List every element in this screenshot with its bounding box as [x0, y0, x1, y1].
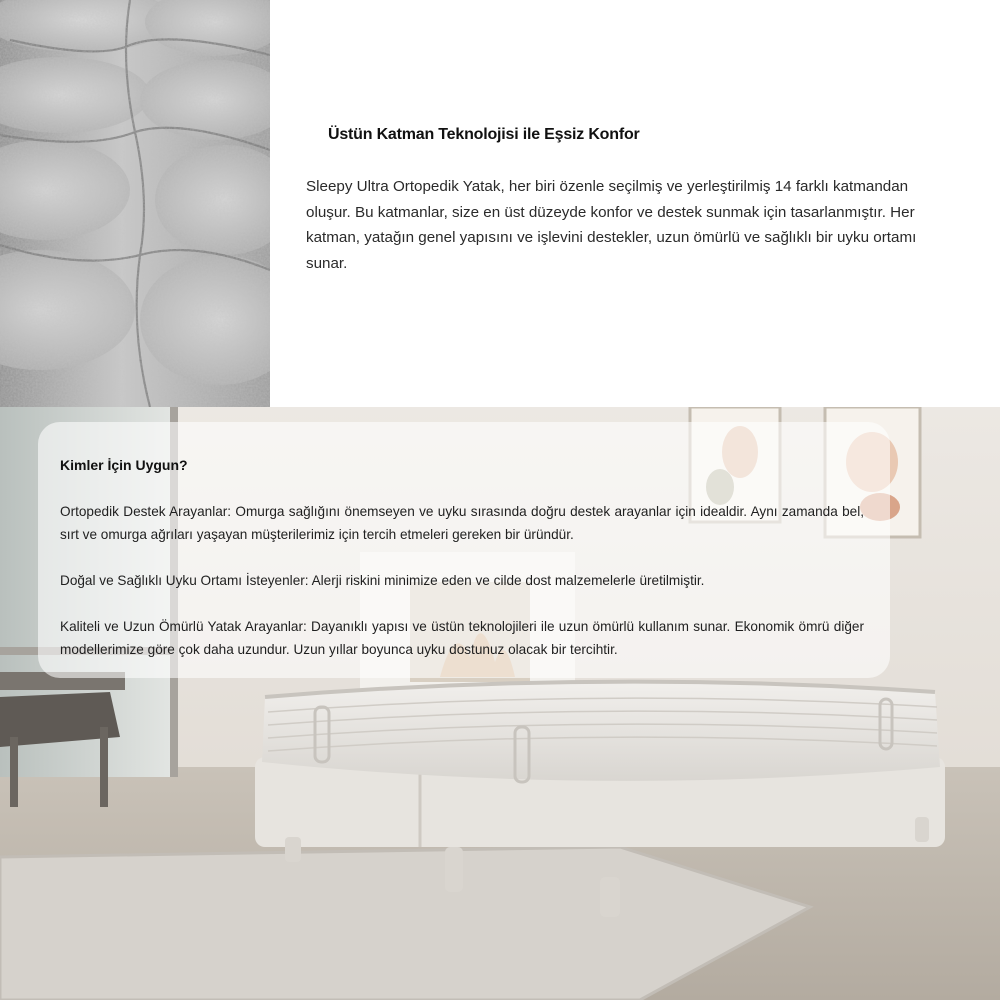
- suitability-title: Kimler İçin Uygun?: [60, 457, 188, 473]
- mattress-fabric-closeup-image: [0, 0, 270, 407]
- suitability-paragraph-healthy-sleep: Doğal ve Sağlıklı Uyku Ortamı İsteyenler: Alerji riskini minimize eden ve cilde dost malzemelerle üretilmiştir.: [60, 573, 705, 588]
- intro-body: Sleepy Ultra Ortopedik Yatak, her biri özenle seçilmiş ve yerleştirilmiş 14 farklı katmandan oluşur. Bu katmanlar, size en üst düzeyde konfor ve destek sunmak için tasarlanmıştır. Her katman, yatağın genel yapısını ve işlevini destekler, uzun ömürlü ve sağlıklı bir uyku ortamı sunar.: [306, 178, 917, 272]
- suitability-panel: [38, 422, 890, 678]
- intro-heading: Üstün Katman Teknolojisi ile Eşsiz Konfor: [328, 126, 640, 143]
- suitability-paragraph-orthopedic: Ortopedik Destek Arayanlar: Omurga sağlığını önemseyen ve uyku sırasında doğru destek arayanlar için idealdir. Aynı zamanda bel, sırt ve omurga ağrıları yaşayan müşterilerimiz için tercih etmeleri gereken bir üründür.: [60, 504, 864, 542]
- intro-section: [306, 0, 956, 407]
- suitability-paragraph-durability: Kaliteli ve Uzun Ömürlü Yatak Arayanlar: Dayanıklı yapısı ve üstün teknolojileri ile uzun ömürlü kullanım sunar. Ekonomik ömrü diğer modellerimize göre çok daha uzundur. Uzun yıllar boyunca uyku dostunuz olacak bir tercihtir.: [60, 619, 864, 657]
